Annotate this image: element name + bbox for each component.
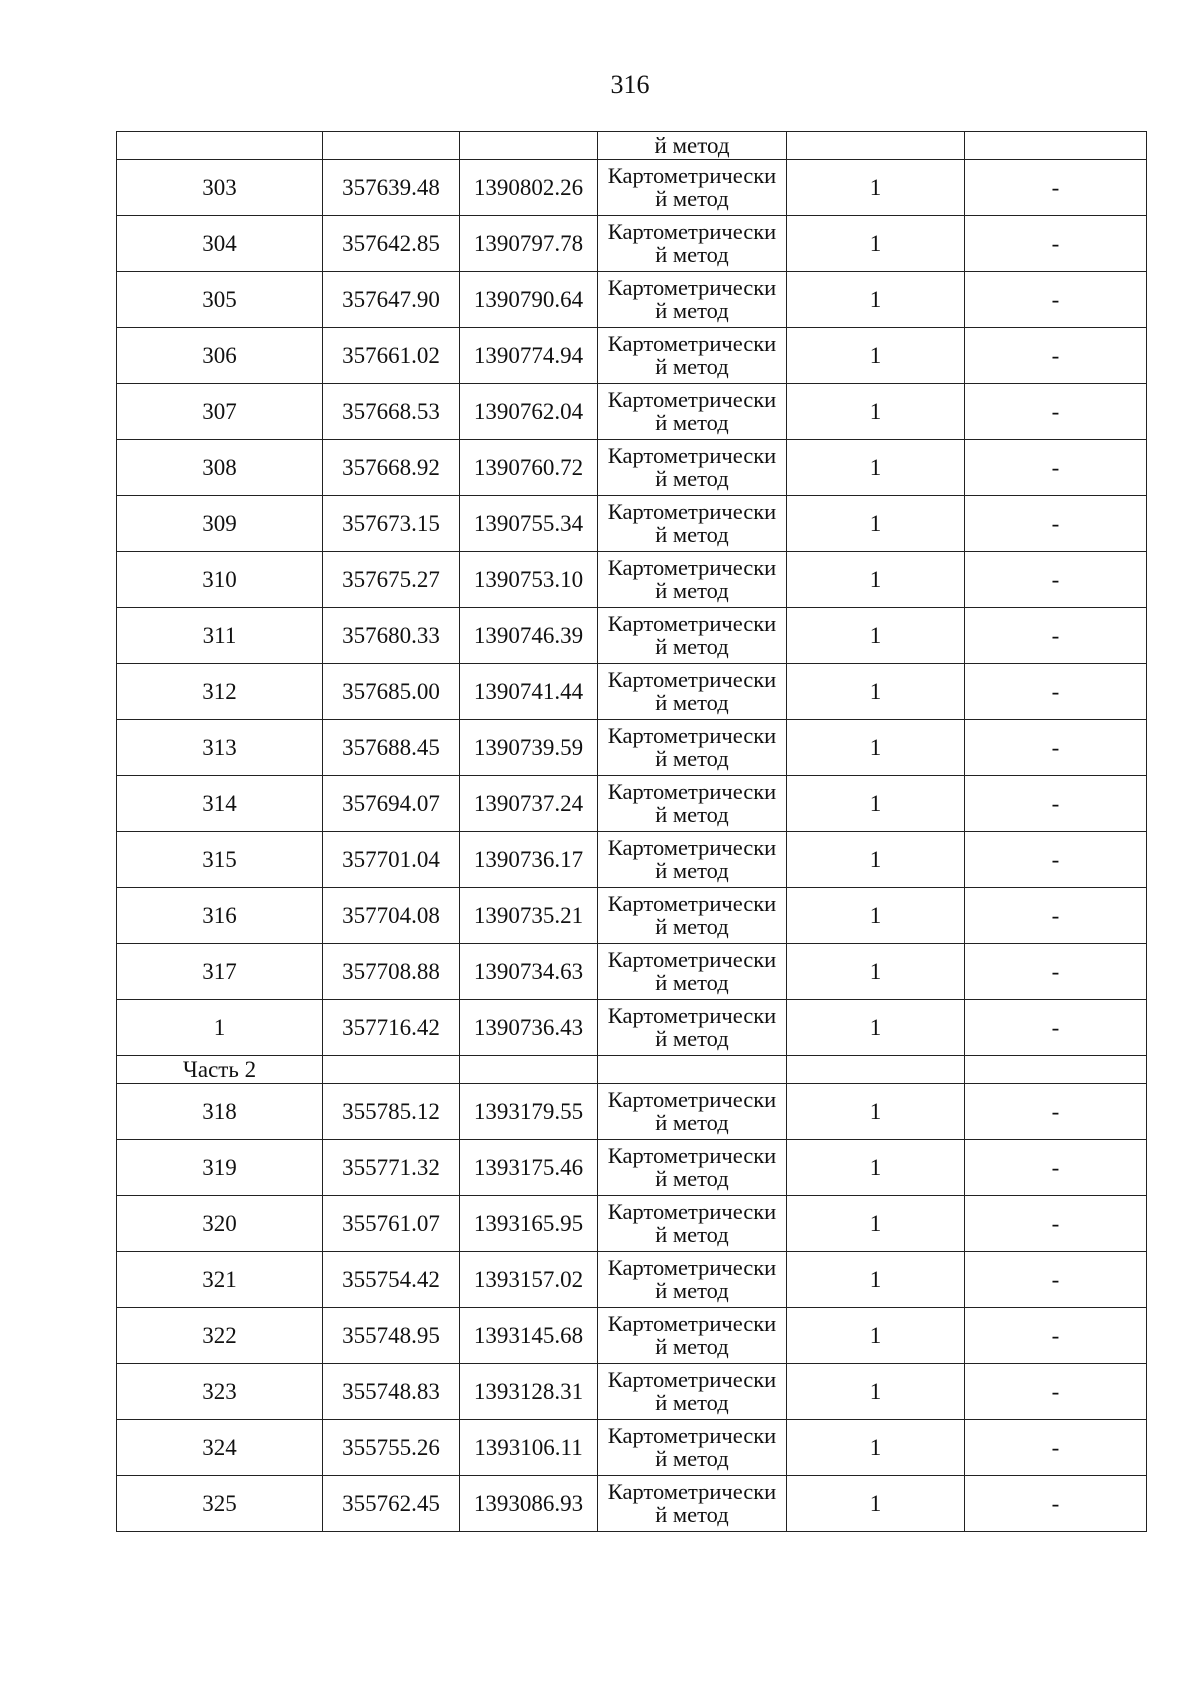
table-cell	[323, 1056, 460, 1084]
point-number-cell: 315	[117, 832, 323, 888]
method-line-1: Картометрически	[607, 835, 777, 860]
accuracy-cell: 1	[787, 272, 965, 328]
method-cell	[598, 160, 787, 216]
continuation-row	[117, 132, 1147, 160]
method-cell	[598, 1476, 787, 1532]
method-line-2: й метод	[655, 297, 729, 323]
accuracy-cell: 1	[787, 776, 965, 832]
method-cell	[598, 720, 787, 776]
method-line-2: й метод	[655, 1221, 729, 1247]
method-line-2: й метод	[655, 1445, 729, 1471]
point-number-cell: 309	[117, 496, 323, 552]
method-line-1: Картометрически	[607, 1423, 777, 1448]
method-cell	[598, 384, 787, 440]
note-cell: -	[965, 1140, 1147, 1196]
accuracy-cell: 1	[787, 496, 965, 552]
y-coordinate-cell: 1390739.59	[460, 720, 598, 776]
method-line-1: Картометрически	[607, 219, 777, 244]
table-row	[117, 664, 1147, 720]
table-row	[117, 552, 1147, 608]
table-cell	[965, 132, 1147, 160]
x-coordinate-cell: 357701.04	[323, 832, 460, 888]
point-number-cell: 316	[117, 888, 323, 944]
table-row	[117, 1420, 1147, 1476]
x-coordinate-cell: 357673.15	[323, 496, 460, 552]
table-cell	[787, 132, 965, 160]
note-cell: -	[965, 272, 1147, 328]
table-row	[117, 496, 1147, 552]
accuracy-cell: 1	[787, 888, 965, 944]
accuracy-cell: 1	[787, 384, 965, 440]
point-number-cell: 308	[117, 440, 323, 496]
y-coordinate-cell: 1390736.43	[460, 1000, 598, 1056]
method-line-1: Картометрически	[607, 779, 777, 804]
accuracy-cell: 1	[787, 328, 965, 384]
x-coordinate-cell: 355755.26	[323, 1420, 460, 1476]
note-cell: -	[965, 944, 1147, 1000]
method-cell	[598, 272, 787, 328]
y-coordinate-cell: 1390760.72	[460, 440, 598, 496]
point-number-cell: 318	[117, 1084, 323, 1140]
method-line-1: Картометрически	[607, 1199, 777, 1224]
method-line-1: Картометрически	[607, 499, 777, 524]
method-line-1: Картометрически	[607, 331, 777, 356]
method-cell	[598, 1084, 787, 1140]
note-cell: -	[965, 1476, 1147, 1532]
accuracy-cell: 1	[787, 664, 965, 720]
method-line-2: й метод	[655, 801, 729, 827]
point-number-cell: 313	[117, 720, 323, 776]
accuracy-cell: 1	[787, 160, 965, 216]
method-cell	[598, 1196, 787, 1252]
method-line-1: Картометрически	[607, 387, 777, 412]
point-number-cell: 310	[117, 552, 323, 608]
point-number-cell: 305	[117, 272, 323, 328]
method-line-2: й метод	[655, 353, 729, 379]
note-cell: -	[965, 1308, 1147, 1364]
x-coordinate-cell: 357704.08	[323, 888, 460, 944]
method-line-1: Картометрически	[607, 723, 777, 748]
note-cell: -	[965, 1084, 1147, 1140]
method-cell	[598, 1000, 787, 1056]
accuracy-cell: 1	[787, 440, 965, 496]
table-row	[117, 888, 1147, 944]
point-number-cell: 319	[117, 1140, 323, 1196]
note-cell: -	[965, 832, 1147, 888]
note-cell: -	[965, 1252, 1147, 1308]
table-cell	[117, 132, 323, 160]
point-number-cell: 323	[117, 1364, 323, 1420]
accuracy-cell: 1	[787, 944, 965, 1000]
x-coordinate-cell: 357639.48	[323, 160, 460, 216]
method-line-1: Картометрически	[607, 443, 777, 468]
method-line-2: й метод	[655, 1389, 729, 1415]
y-coordinate-cell: 1390734.63	[460, 944, 598, 1000]
accuracy-cell: 1	[787, 608, 965, 664]
table-row	[117, 1196, 1147, 1252]
accuracy-cell: 1	[787, 1196, 965, 1252]
point-number-cell: 321	[117, 1252, 323, 1308]
table-cell	[965, 1056, 1147, 1084]
note-cell: -	[965, 496, 1147, 552]
method-line-2: й метод	[655, 633, 729, 659]
note-cell: -	[965, 384, 1147, 440]
part-label: Часть 2	[117, 1056, 323, 1084]
method-line-2: й метод	[655, 1109, 729, 1135]
method-line-2: й метод	[655, 241, 729, 267]
method-line-1: Картометрически	[607, 163, 777, 188]
accuracy-cell: 1	[787, 1084, 965, 1140]
method-line-1: Картометрически	[607, 891, 777, 916]
method-line-2: й метод	[655, 521, 729, 547]
accuracy-cell: 1	[787, 1000, 965, 1056]
x-coordinate-cell: 355771.32	[323, 1140, 460, 1196]
y-coordinate-cell: 1390802.26	[460, 160, 598, 216]
method-line-1: Картометрически	[607, 1311, 777, 1336]
method-cell	[598, 888, 787, 944]
note-cell: -	[965, 1000, 1147, 1056]
table-row	[117, 272, 1147, 328]
method-line-2: й метод	[655, 857, 729, 883]
x-coordinate-cell: 357647.90	[323, 272, 460, 328]
x-coordinate-cell: 357708.88	[323, 944, 460, 1000]
table-row	[117, 1084, 1147, 1140]
method-line-1: Картометрически	[607, 275, 777, 300]
method-line-2: й метод	[655, 969, 729, 995]
method-cell	[598, 1420, 787, 1476]
method-cell	[598, 1308, 787, 1364]
method-line-2: й метод	[655, 689, 729, 715]
y-coordinate-cell: 1390774.94	[460, 328, 598, 384]
point-number-cell: 304	[117, 216, 323, 272]
table-row	[117, 1476, 1147, 1532]
method-line-1: Картометрически	[607, 611, 777, 636]
coordinates-table-body	[117, 132, 1147, 1532]
table-cell	[460, 1056, 598, 1084]
y-coordinate-cell: 1390762.04	[460, 384, 598, 440]
accuracy-cell: 1	[787, 1476, 965, 1532]
method-line-2: й метод	[655, 913, 729, 939]
table-cell	[323, 132, 460, 160]
accuracy-cell: 1	[787, 552, 965, 608]
y-coordinate-cell: 1390746.39	[460, 608, 598, 664]
table-row	[117, 440, 1147, 496]
point-number-cell: 306	[117, 328, 323, 384]
table-row	[117, 328, 1147, 384]
point-number-cell: 312	[117, 664, 323, 720]
method-line-2: й метод	[655, 577, 729, 603]
table-row	[117, 1364, 1147, 1420]
method-line-1: Картометрически	[607, 947, 777, 972]
x-coordinate-cell: 357668.92	[323, 440, 460, 496]
table-row	[117, 1140, 1147, 1196]
x-coordinate-cell: 355748.95	[323, 1308, 460, 1364]
table-row	[117, 1252, 1147, 1308]
method-cell	[598, 1252, 787, 1308]
table-cell	[460, 132, 598, 160]
method-line-2: й метод	[655, 185, 729, 211]
x-coordinate-cell: 357661.02	[323, 328, 460, 384]
x-coordinate-cell: 355762.45	[323, 1476, 460, 1532]
method-cell	[598, 664, 787, 720]
x-coordinate-cell: 355748.83	[323, 1364, 460, 1420]
method-line-1: Картометрически	[607, 555, 777, 580]
note-cell: -	[965, 552, 1147, 608]
method-line-1: Картометрически	[607, 1479, 777, 1504]
table-row	[117, 608, 1147, 664]
method-cell	[598, 552, 787, 608]
table-row	[117, 216, 1147, 272]
x-coordinate-cell: 355761.07	[323, 1196, 460, 1252]
point-number-cell: 324	[117, 1420, 323, 1476]
y-coordinate-cell: 1390797.78	[460, 216, 598, 272]
accuracy-cell: 1	[787, 1364, 965, 1420]
method-line-1: Картометрически	[607, 1255, 777, 1280]
y-coordinate-cell: 1393086.93	[460, 1476, 598, 1532]
table-row	[117, 944, 1147, 1000]
point-number-cell: 311	[117, 608, 323, 664]
table-row	[117, 160, 1147, 216]
table-row	[117, 384, 1147, 440]
method-line-2: й метод	[655, 1165, 729, 1191]
y-coordinate-cell: 1390737.24	[460, 776, 598, 832]
accuracy-cell: 1	[787, 832, 965, 888]
point-number-cell: 303	[117, 160, 323, 216]
method-line-2: й метод	[655, 465, 729, 491]
method-cell	[598, 440, 787, 496]
method-cell	[598, 1364, 787, 1420]
continuation-method-cell: й метод	[598, 132, 787, 160]
note-cell: -	[965, 720, 1147, 776]
method-line-2: й метод	[655, 1277, 729, 1303]
x-coordinate-cell: 357716.42	[323, 1000, 460, 1056]
y-coordinate-cell: 1393179.55	[460, 1084, 598, 1140]
y-coordinate-cell: 1390741.44	[460, 664, 598, 720]
x-coordinate-cell: 357685.00	[323, 664, 460, 720]
note-cell: -	[965, 216, 1147, 272]
method-cell	[598, 216, 787, 272]
accuracy-cell: 1	[787, 216, 965, 272]
note-cell: -	[965, 1196, 1147, 1252]
y-coordinate-cell: 1393157.02	[460, 1252, 598, 1308]
y-coordinate-cell: 1393145.68	[460, 1308, 598, 1364]
table-row	[117, 1000, 1147, 1056]
note-cell: -	[965, 440, 1147, 496]
table-cell	[787, 1056, 965, 1084]
x-coordinate-cell: 357668.53	[323, 384, 460, 440]
accuracy-cell: 1	[787, 1140, 965, 1196]
note-cell: -	[965, 888, 1147, 944]
part-separator-row	[117, 1056, 1147, 1084]
note-cell: -	[965, 1420, 1147, 1476]
x-coordinate-cell: 355785.12	[323, 1084, 460, 1140]
x-coordinate-cell: 355754.42	[323, 1252, 460, 1308]
method-line-1: Картометрически	[607, 1143, 777, 1168]
point-number-cell: 1	[117, 1000, 323, 1056]
method-cell	[598, 832, 787, 888]
method-cell	[598, 776, 787, 832]
y-coordinate-cell: 1393128.31	[460, 1364, 598, 1420]
x-coordinate-cell: 357694.07	[323, 776, 460, 832]
point-number-cell: 320	[117, 1196, 323, 1252]
note-cell: -	[965, 160, 1147, 216]
y-coordinate-cell: 1390753.10	[460, 552, 598, 608]
x-coordinate-cell: 357680.33	[323, 608, 460, 664]
method-line-1: Картометрически	[607, 667, 777, 692]
accuracy-cell: 1	[787, 1420, 965, 1476]
note-cell: -	[965, 1364, 1147, 1420]
point-number-cell: 314	[117, 776, 323, 832]
note-cell: -	[965, 664, 1147, 720]
point-number-cell: 317	[117, 944, 323, 1000]
note-cell: -	[965, 608, 1147, 664]
x-coordinate-cell: 357675.27	[323, 552, 460, 608]
y-coordinate-cell: 1393106.11	[460, 1420, 598, 1476]
table-cell	[598, 1056, 787, 1084]
accuracy-cell: 1	[787, 1308, 965, 1364]
method-cell	[598, 496, 787, 552]
accuracy-cell: 1	[787, 720, 965, 776]
method-line-2: й метод	[655, 1025, 729, 1051]
method-line-1: Картометрически	[607, 1003, 777, 1028]
x-coordinate-cell: 357688.45	[323, 720, 460, 776]
method-line-2: й метод	[655, 1501, 729, 1527]
table-row	[117, 776, 1147, 832]
coordinates-table	[116, 131, 1147, 1532]
table-row	[117, 1308, 1147, 1364]
accuracy-cell: 1	[787, 1252, 965, 1308]
point-number-cell: 307	[117, 384, 323, 440]
method-cell	[598, 1140, 787, 1196]
method-line-1: Картометрически	[607, 1367, 777, 1392]
y-coordinate-cell: 1390735.21	[460, 888, 598, 944]
y-coordinate-cell: 1393175.46	[460, 1140, 598, 1196]
point-number-cell: 325	[117, 1476, 323, 1532]
point-number-cell: 322	[117, 1308, 323, 1364]
y-coordinate-cell: 1390736.17	[460, 832, 598, 888]
page-number: 316	[610, 70, 650, 99]
table-row	[117, 832, 1147, 888]
note-cell: -	[965, 328, 1147, 384]
method-cell	[598, 944, 787, 1000]
table-row	[117, 720, 1147, 776]
x-coordinate-cell: 357642.85	[323, 216, 460, 272]
method-cell	[598, 328, 787, 384]
note-cell: -	[965, 776, 1147, 832]
method-line-2: й метод	[655, 1333, 729, 1359]
y-coordinate-cell: 1390790.64	[460, 272, 598, 328]
method-line-2: й метод	[655, 745, 729, 771]
y-coordinate-cell: 1390755.34	[460, 496, 598, 552]
method-line-2: й метод	[655, 409, 729, 435]
method-cell	[598, 608, 787, 664]
y-coordinate-cell: 1393165.95	[460, 1196, 598, 1252]
method-line-1: Картометрически	[607, 1087, 777, 1112]
